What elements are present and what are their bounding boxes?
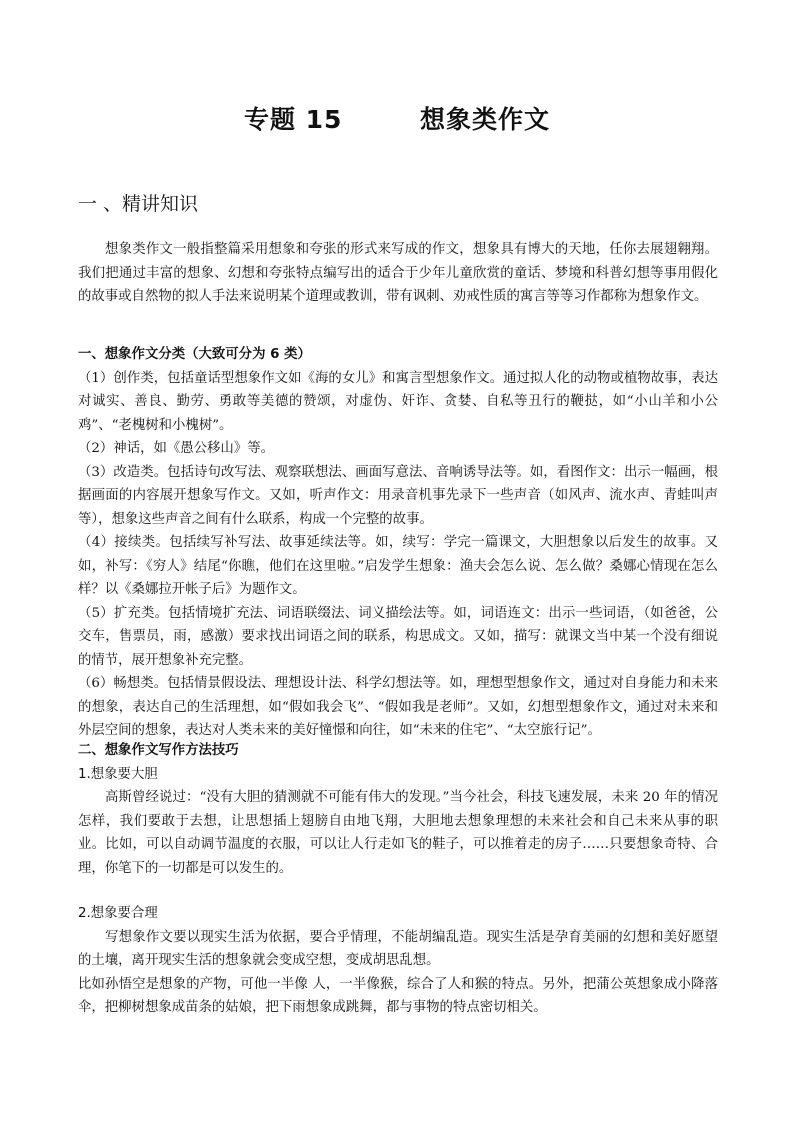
category-item: （1）创作类，包括童话型想象作文如《海的女儿》和寓言型想象作文。通过拟人化的动物或植物故事，表达对诚实、善良、勤劳、勇敢等美德的赞颂，对虚伪、奸诈、贪婪、自私等丑行的鞭挞，如“小山羊和小公鸡”、“老槐树和小槐树”。 (78, 370, 718, 433)
category-item: （3）改造类。包括诗句改写法、观察联想法、画面写意法、音响诱导法等。如，看图作文：出示一幅画，根据画面的内容展开想象写作文。又如，听声作文：用录音机事先录下一些声音（如风声、流水声、青蛙叫声等），想象这些声音之间有什么联系，构成一个完整的故事。 (78, 464, 718, 527)
category-item: （6）畅想类。包括情景假设法、理想设计法、科学幻想法等。如，理想型想象作文，通过对自身能力和未来的想象，表达自己的生活理想，如“假如我会飞”、“假如我是老师”。又如，幻想型想象作文，通过对未来和外层空间的想象，表达对人类未来的美好憧憬和向往，如“未来的住宅”、“太空旅行记”。 (78, 676, 718, 738)
part2-heading: 二、想象作文写作方法技巧 (78, 743, 239, 758)
intro-block (78, 238, 718, 309)
spacer (78, 880, 718, 902)
category-item: （2）神话，如《愚公移山》等。 (78, 441, 274, 456)
subheading-bold-imagination: 1.想象要大胆 (78, 766, 158, 782)
category-item: （5）扩充类。包括情境扩充法、词语联缀法、词义描绘法等。如，词语连文：出示一些词语，（如爸爸，公交车，售票员，雨，感激）要求找出词语之间的联系，构思成文。又如，描写：就课文当中某一个没有细说的情节，展开想象补充完整。 (78, 605, 718, 668)
paragraph-examples: 比如孙悟空是想象的产物，可他一半像 人，一半像猴，综合了人和猴的特点。另外，把蒲公英想象成小降落伞，把柳树想象成苗条的姑娘，把下雨想象成跳舞，都与事物的特点密切相关。 (78, 976, 718, 1015)
paragraph-reasonable-imagination: 写想象作文要以现实生活为依据，要合乎情理，不能胡编乱造。现实生活是孕育美丽的幻想和美好愿望的土壤，离开现实生活的想象就会变成空想，变成胡思乱想。 (78, 929, 718, 968)
part1-heading: 一、想象作文分类（大致可分为 6 类） (78, 347, 311, 362)
section-heading: 一 、精讲知识 (78, 193, 199, 215)
category-item: （4）接续类。包括续写补写法、故事延续法等。如，续写：学完一篇课文，大胆想象以后发生的故事。又如，补写：《穷人》结尾“你瞧，他们在这里啦。”启发学生想象：渔夫会怎么说、怎么做？桑娜心情现在怎么样？以《桑娜拉开帐子后》为题作文。 (78, 535, 718, 597)
part1-section (78, 343, 718, 743)
intro-paragraph: 想象类作文一般指整篇采用想象和夸张的形式来写成的作文，想象具有博大的天地，任你去展翅翱翔。我们把通过丰富的想象、幻想和夸张特点编写出的适合于少年儿童欣赏的童话、梦境和科普幻想等事用假化的故事或自然物的拟人手法来说明某个道理或教训，带有讽刺、劝戒性质的寓言等等习作都称为想象作文。 (78, 242, 718, 304)
paragraph-bold-imagination: 高斯曾经说过：“没有大胆的猜测就不可能有伟大的发现。”当今社会，科技飞速发展，未来 20 年的情况怎样，我们要敢于去想，让思想插上翅膀自由地飞翔，大胆地去想象理想的未来社会和自己未来从事的职业。比如，可以自动调节温度的衣服，可以让人行走如飞的鞋子，可以推着走的房子……只要想象奇特、合理，你笔下的一切都是可以发生的。 (78, 790, 718, 876)
part2-section (78, 739, 718, 1020)
page-title: 专题 15 想象类作文 (243, 105, 551, 134)
subheading-reasonable-imagination: 2.想象要合理 (78, 906, 158, 921)
